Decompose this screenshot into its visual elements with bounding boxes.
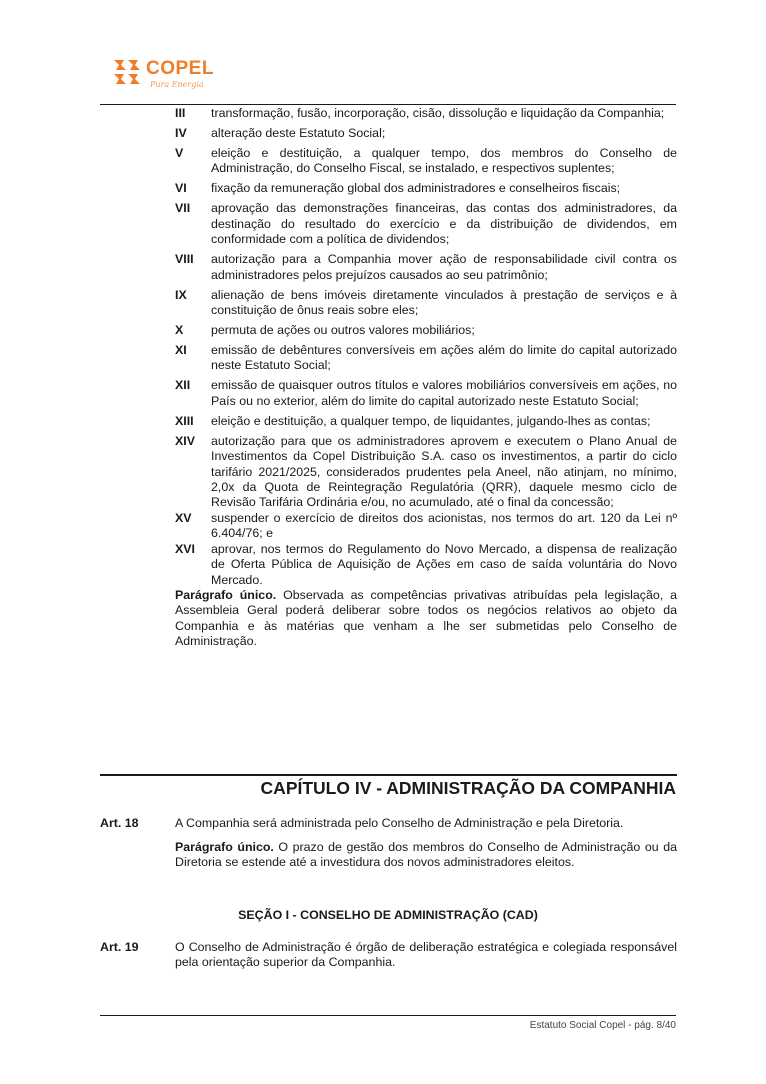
- chapter-title: CAPÍTULO IV - ADMINISTRAÇÃO DA COMPANHIA: [260, 778, 676, 798]
- art-18-paragraph-label: Parágrafo único.: [175, 840, 274, 854]
- list-item: [175, 542, 677, 588]
- item-text: emissão de debêntures conversíveis em ações além do limite do capital autorizado neste Estatuto Social;: [211, 343, 677, 373]
- list-item: [175, 414, 677, 429]
- list-item: [175, 106, 677, 121]
- item-text: permuta de ações ou outros valores mobiliários;: [211, 323, 475, 338]
- logo-tagline: Pura Energia: [150, 80, 204, 89]
- item-number: XIII: [175, 413, 194, 428]
- item-list: [175, 106, 677, 662]
- item-text: alienação de bens imóveis diretamente vinculados à prestação de serviços e à constituição de ônus reais sobre eles;: [211, 287, 677, 318]
- art-18-label: Art. 18: [100, 816, 139, 830]
- item-number: XIV: [175, 433, 195, 448]
- item-text: emissão de quaisquer outros títulos e valores mobiliários conversíveis em ações, no País ou no exterior, além do limite do capital autorizado neste Estatuto Social;: [211, 378, 677, 408]
- item-text: eleição e destituição, a qualquer tempo, dos membros do Conselho de Administração, do Conselho Fiscal, se instalado, e respectivos suplentes;: [211, 146, 677, 176]
- item-number: V: [175, 146, 184, 160]
- list-item: [175, 181, 677, 196]
- item-text: autorização para a Companhia mover ação de responsabilidade civil contra os administradores pelos prejuízos causados ao seu patrimônio;: [211, 252, 677, 282]
- item-number: IX: [175, 287, 187, 302]
- art-19-label: Art. 19: [100, 940, 139, 954]
- item-text: suspender o exercício de direitos dos acionistas, nos termos do art. 120 da Lei nº 6.404/76; e: [211, 510, 677, 541]
- list-item: [175, 323, 677, 338]
- item-number: XVI: [175, 541, 195, 556]
- list-item: [175, 511, 677, 542]
- item-number: VII: [175, 201, 191, 216]
- item-number: XII: [175, 378, 191, 393]
- art-18-paragraph-text: O prazo de gestão dos membros do Conselho de Administração ou da Diretoria se estende até a investidura dos novos administradores eleitos.: [175, 840, 677, 870]
- header-rule: [100, 104, 676, 105]
- list-item: [175, 434, 677, 511]
- art-19-text: O Conselho de Administração é órgão de deliberação estratégica e colegiada responsável pela orientação superior da Companhia.: [175, 940, 677, 970]
- item-number: IV: [175, 126, 187, 140]
- item-text: eleição e destituição, a qualquer tempo, de liquidantes, julgando-lhes as contas;: [211, 413, 651, 428]
- copel-logo-icon: [110, 56, 144, 90]
- item-text: transformação, fusão, incorporação, cisão, dissolução e liquidação da Companhia;: [211, 106, 665, 120]
- item-text: fixação da remuneração global dos administradores e conselheiros fiscais;: [211, 181, 621, 196]
- item-number: VI: [175, 181, 187, 196]
- art-18-text: A Companhia será administrada pelo Conselho de Administração e pela Diretoria.: [175, 816, 624, 830]
- item-text: aprovar, nos termos do Regulamento do Novo Mercado, a dispensa de realização de Oferta Pública de Aquisição de Ações em caso de saída voluntária do Novo Mercado.: [211, 541, 677, 587]
- page-footer: Estatuto Social Copel - pág. 8/40: [529, 1020, 676, 1031]
- item-text: alteração deste Estatuto Social;: [211, 126, 386, 140]
- copel-logo: [110, 54, 220, 98]
- art-18-paragraph: [175, 840, 677, 871]
- chapter-rule: [100, 774, 677, 776]
- list-item: [175, 378, 677, 409]
- sole-paragraph-text: Observada as competências privativas atribuídas pela legislação, a Assembleia Geral poderá deliberar sobre todos os negócios relativos ao objeto da Companhia e às matérias que venham a lhe ser submetidas pelo Conselho de Administração.: [175, 587, 677, 649]
- list-item: [175, 126, 677, 141]
- item-number: VIII: [175, 252, 194, 267]
- item-number: XI: [175, 343, 187, 358]
- list-item: [175, 201, 677, 247]
- sole-paragraph-label: Parágrafo único.: [175, 587, 277, 602]
- list-item: [175, 252, 677, 283]
- list-item: [175, 146, 677, 177]
- sole-paragraph: [175, 588, 677, 650]
- list-item: [175, 343, 677, 374]
- section-title: SEÇÃO I - CONSELHO DE ADMINISTRAÇÃO (CAD): [238, 908, 538, 922]
- item-number: III: [175, 106, 186, 120]
- item-text: aprovação das demonstrações financeiras, das contas dos administradores, da destinação do resultado do exercício e da distribuição de dividendos, em conformidade com a política de dividendos;: [211, 201, 677, 247]
- item-number: X: [175, 323, 184, 338]
- list-item: [175, 288, 677, 319]
- logo-name: COPEL: [146, 58, 214, 79]
- item-text: autorização para que os administradores aprovem e executem o Plano Anual de Investimentos da Copel Distribuição S.A. caso os investimentos, a partir do ciclo tarifário 2021/2025, considerados prudentes pela Aneel, não atinjam, no mínimo, 2,0x da Quota de Reintegração Regulatória (QRR), daquele mesmo ciclo de Revisão Tarifária Ordinária e/ou, no acumulado, até o final da concessão;: [211, 433, 677, 510]
- item-number: XV: [175, 510, 192, 525]
- footer-rule: [100, 1015, 676, 1016]
